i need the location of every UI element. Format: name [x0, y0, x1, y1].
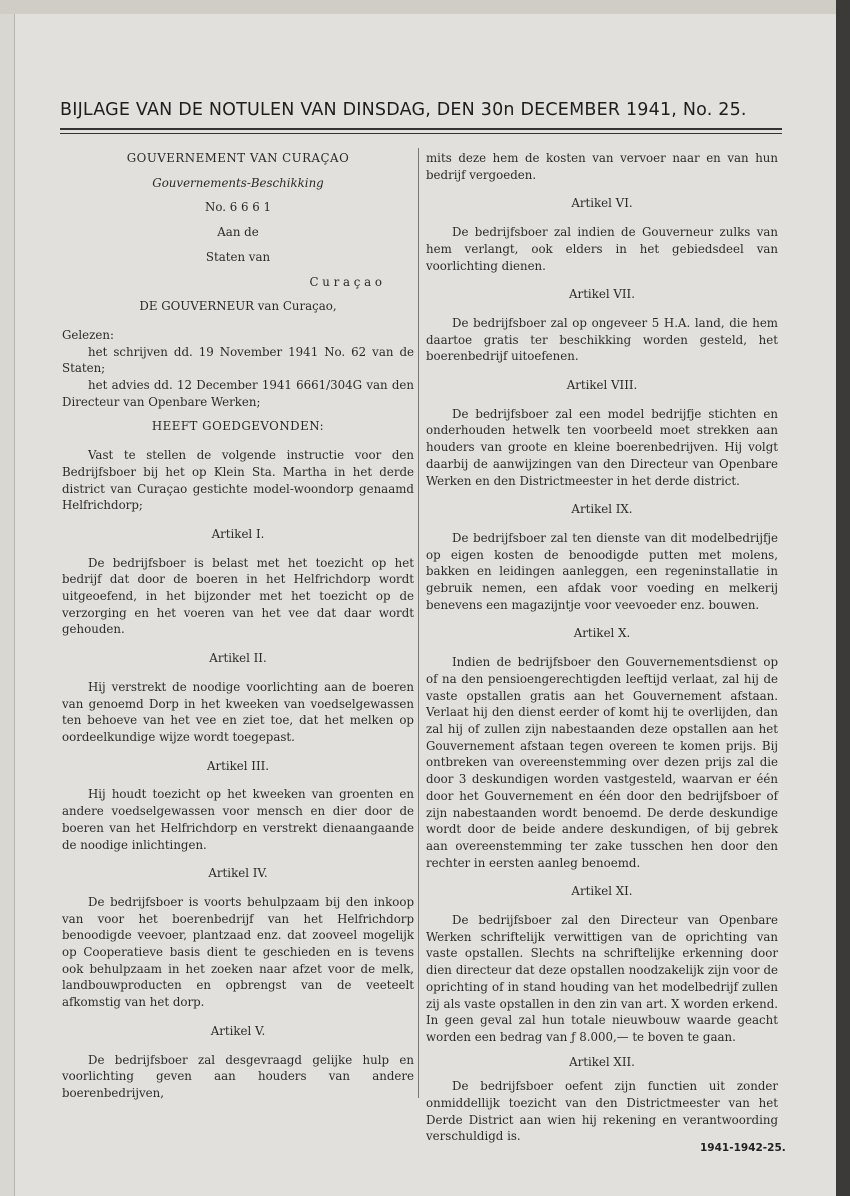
article-11-title: Artikel XI.: [571, 884, 633, 899]
addressee-line-2: Staten van: [205, 249, 271, 264]
scan-top-edge: [0, 0, 850, 14]
heeft-goedgevonden: HEEFT GOEDGEVONDEN:: [151, 419, 325, 434]
article-12-text: De bedrijfsboer oefent zijn functien uit zonder onmiddellijk toezicht van den Districtmeester van het Derde District aan wien hij rekening en verantwoording verschuldigd is.: [426, 1079, 778, 1144]
article-2-text: Hij verstrekt de noodige voorlichting aan de boeren van genoemd Dorp in het kweeken van voedselgewassen ten behoeve van het vee en ziet toe, dat het melken op oordeelkundige wijze wordt toegepast.: [62, 679, 414, 744]
article-2-title: Artikel II.: [209, 651, 267, 666]
article-8-title: Artikel VIII.: [566, 378, 638, 393]
article-6-text: De bedrijfsboer zal indien de Gouverneur zulks van hem verlangt, ook elders in het gebiedsdeel van voorlichting dienen.: [426, 225, 778, 273]
page-header: BIJLAGE VAN DE NOTULEN VAN DINSDAG, DEN 30n DECEMBER 1941, No. 25.: [60, 100, 747, 120]
article-9-title: Artikel IX.: [571, 502, 633, 517]
left-column: [62, 150, 414, 1102]
header-rule-thick: [60, 128, 782, 130]
article-12-title: Artikel XII.: [569, 1054, 635, 1069]
intro-paragraph: Vast te stellen de volgende instructie voor den Bedrijfsboer bij het op Klein Sta. Martha in het derde district van Curaçao gestichte model-woondorp genaamd Helfrichdorp;: [62, 448, 414, 513]
article-5-continuation: mits deze hem de kosten van vervoer naar en van hun bedrijf vergoeden.: [426, 151, 778, 182]
article-1-text: De bedrijfsboer is belast met het toezicht op het bedrijf dat door de boeren in het Helfrichdorp wordt uitgeoefend, in het bijzonder met het toezicht op de verzorging en het voeren van het vee dat daar wordt gehouden.: [62, 555, 414, 637]
decree-type: Gouvernements-Beschikking: [152, 175, 324, 190]
header-rule-thin: [60, 133, 782, 134]
article-5-title: Artikel V.: [210, 1023, 266, 1038]
article-9-text: De bedrijfsboer zal ten dienste van dit modelbedrijfje op eigen kosten de benoodigde putten met molens, bakken en leidingen aanleggen, een regeninstallatie in gebruik nemen, een afdak voor voeding en melkerij benevens een magazijntje voor veevoeder enz. bouwen.: [426, 530, 778, 612]
article-5-text: De bedrijfsboer zal desgevraagd gelijke hulp en voorlichting geven aan houders van andere boerenbedrijven,: [62, 1052, 414, 1100]
article-10-text: Indien de bedrijfsboer den Gouvernementsdienst op of na den pensioengerechtigden leeftijd verlaat, zal hij de vaste opstallen gratis aan het Gouvernement afstaan. Verlaat hij den dienst eerder of komt hij te overlijden, dan zal hij of zullen zijn nabestaanden deze opstallen aan het Gouvernement afstaan tegen overeen te komen prijs. Bij ontbreken van overeenstemming over dezen prijs zal die door 3 deskundigen worden vastgesteld, waarvan er één door het Gouvernement en één door den bedrijfsboer of zijn nabestaanden wordt benoemd. De derde deskundige wordt door de beide andere deskundigen, of bij gebrek aan overeenstemming ter zake tusschen hen door den rechter in eersten aanleg benoemd.: [426, 655, 778, 870]
right-column: [426, 150, 778, 1145]
article-3-title: Artikel III.: [206, 758, 270, 773]
article-7-title: Artikel VII.: [569, 287, 635, 302]
article-4-text: De bedrijfsboer is voorts behulpzaam bij den inkoop van voor het boerenbedrijf van het Helfrichdorp benoodigde veevoer, plantzaad enz. dat zooveel mogelijk op Cooperatieve basis dient te geschieden en is tevens ook behulpzaam in het zoeken naar afzet voor de melk, landbouwproducten en opbrengst van de veeteelt afkomstig van het dorp.: [62, 894, 414, 1010]
column-divider: [418, 148, 419, 1098]
gelezen-label: Gelezen:: [62, 327, 114, 342]
article-10-title: Artikel X.: [573, 626, 631, 641]
page-footer-code: 1941-1942-25.: [700, 1142, 786, 1154]
article-7-text: De bedrijfsboer zal op ongeveer 5 H.A. land, die hem daartoe gratis ter beschikking worden gesteld, het boerenbedrijf uitoefenen.: [426, 315, 778, 364]
article-6-title: Artikel VI.: [571, 196, 633, 211]
article-11-text: De bedrijfsboer zal den Directeur van Openbare Werken schriftelijk verwittigen van de oprichting van vaste opstallen. Slechts na schriftelijke erkenning door dien directeur dat deze opstallen noodzakelijk zijn voor de oprichting of in stand houding van het modelbedrijf zullen zij als vaste opstallen in den zin van art. X worden erkend. In geen geval zal hun totale nieuwbouw waarde geacht worden een bedrag van ƒ 8.000,— te boven te gaan.: [426, 913, 778, 1044]
article-4-title: Artikel IV.: [208, 866, 268, 881]
addressee-line-1: Aan de: [217, 225, 259, 240]
gelezen-item-1: het schrijven dd. 19 November 1941 No. 62 van de Staten;: [62, 344, 414, 376]
article-8-text: De bedrijfsboer zal een model bedrijfje stichten en onderhouden hetwelk ten voorbeeld moet strekken aan houders van groote en kleine boerenbedrijven. Hij volgt daarbij de aanwijzingen van den Directeur van Openbare Werken en den Districtmeester in het derde district.: [426, 406, 778, 488]
addressee-line-3: C u r a ç a o: [309, 274, 382, 289]
article-3-text: Hij houdt toezicht op het kweeken van groenten en andere voedselgewassen voor mensch en dier door de boeren van het Helfrichdorp en verstrekt dienaangaande de noodige inlichtingen.: [62, 787, 414, 852]
government-title: GOUVERNEMENT VAN CURAÇAO: [126, 151, 350, 165]
scan-right-edge: [836, 0, 850, 1196]
governor-line: DE GOUVERNEUR van Curaçao,: [139, 299, 337, 314]
gelezen-item-2: het advies dd. 12 December 1941 6661/304G van den Directeur van Openbare Werken;: [62, 378, 414, 409]
decree-number: No. 6 6 6 1: [205, 200, 271, 215]
article-1-title: Artikel I.: [211, 526, 265, 541]
